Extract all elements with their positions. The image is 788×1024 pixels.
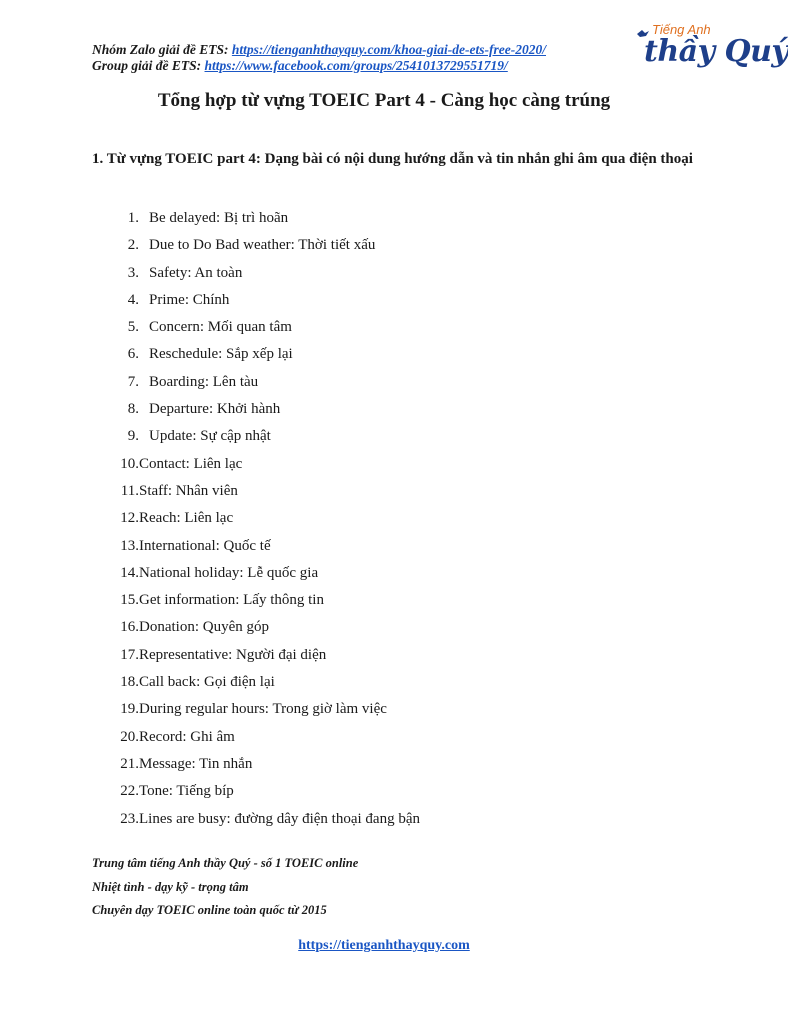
list-item: [112, 398, 420, 425]
list-item-number: 19.: [120, 701, 139, 718]
list-item-text: Due to Do Bad weather: Thời tiết xấu: [149, 237, 376, 254]
list-item-text: Reschedule: Sắp xếp lại: [149, 346, 293, 363]
list-item-number: 12.: [120, 510, 139, 527]
group-row: [92, 58, 546, 74]
list-item-text: Donation: Quyên góp: [139, 619, 269, 636]
list-item: [112, 726, 420, 753]
list-item: [112, 507, 420, 534]
vocab-list: [112, 207, 420, 835]
zalo-row: [92, 42, 546, 58]
list-item-number: 7.: [127, 373, 139, 390]
list-item: [112, 371, 420, 398]
list-item: [112, 780, 420, 807]
footer-line-3: Chuyên dạy TOEIC online toàn quốc từ 2015: [92, 903, 327, 917]
zalo-label: Nhóm Zalo giải đề ETS:: [92, 42, 232, 57]
list-item-number: 2.: [127, 237, 139, 254]
group-link[interactable]: https://www.facebook.com/groups/2541013729551719/: [204, 58, 508, 73]
footer-line-1: Trung tâm tiếng Anh thầy Quý - số 1 TOEIC online: [92, 856, 359, 870]
list-item-text: Boarding: Lên tàu: [149, 373, 259, 390]
brand-logo: [636, 22, 788, 72]
list-item: [112, 453, 420, 480]
list-item-text: Update: Sự cập nhật: [149, 428, 271, 445]
logo-big-text: thầy Quý: [644, 34, 788, 69]
zalo-link[interactable]: https://tienganhthayquy.com/khoa-giai-de-ets-free-2020/: [231, 42, 546, 57]
list-item-text: Message: Tin nhắn: [139, 755, 253, 772]
list-item-number: 21.: [120, 755, 139, 772]
list-item-number: 11.: [120, 482, 139, 499]
list-item: [112, 562, 420, 589]
footer-line-2: Nhiệt tình - dạy kỹ - trọng tâm: [92, 879, 249, 894]
list-item-text: Reach: Liên lạc: [139, 510, 234, 527]
list-item-number: 16.: [120, 619, 139, 636]
list-item-number: 1.: [127, 210, 139, 226]
section-heading: 1. Từ vựng TOEIC part 4: Dạng bài có nội dung hướng dẫn và tin nhắn ghi âm qua điện thoại: [92, 151, 693, 167]
list-item-text: National holiday: Lễ quốc gia: [139, 564, 319, 581]
footer: [92, 852, 358, 923]
list-item-text: Lines are busy: đường dây điện thoại đang bận: [139, 810, 420, 827]
list-item-number: 4.: [127, 291, 139, 308]
page-title: Tổng hợp từ vựng TOEIC Part 4 - Càng học càng trúng: [157, 90, 611, 111]
group-label: Group giải đề ETS:: [92, 58, 205, 73]
list-item-text: Concern: Mối quan tâm: [149, 319, 292, 336]
list-item-text: Get information: Lấy thông tin: [139, 592, 324, 609]
list-item-number: 17.: [120, 646, 139, 663]
list-item-number: 5.: [127, 319, 139, 336]
list-item: [112, 316, 420, 343]
list-item-number: 18.: [120, 674, 139, 691]
list-item-number: 3.: [127, 264, 139, 281]
list-item-text: Representative: Người đại diện: [139, 646, 327, 663]
list-item: [112, 671, 420, 698]
list-item-text: Be delayed: Bị trì hoãn: [149, 210, 289, 226]
site-link[interactable]: https://tienganhthayquy.com: [298, 938, 470, 953]
list-item-text: Record: Ghi âm: [139, 728, 235, 745]
list-item-number: 15.: [120, 592, 139, 609]
list-item-number: 23.: [120, 810, 139, 827]
list-item: [112, 753, 420, 780]
list-item: [112, 589, 420, 616]
list-item-text: Prime: Chính: [149, 291, 230, 308]
site-link-wrapper: [0, 938, 768, 954]
list-item-text: Tone: Tiếng bíp: [139, 783, 234, 800]
list-item: [112, 289, 420, 316]
list-item: [112, 644, 420, 671]
list-item-number: 8.: [127, 401, 139, 418]
list-item: [112, 535, 420, 562]
list-item: [112, 425, 420, 452]
list-item-number: 20.: [120, 728, 139, 745]
list-item-text: International: Quốc tế: [139, 537, 271, 554]
list-item-number: 14.: [120, 564, 139, 581]
list-item-number: 22.: [120, 783, 139, 800]
list-item-text: Safety: An toàn: [149, 264, 243, 281]
list-item: [112, 616, 420, 643]
list-item-number: 9.: [127, 428, 139, 445]
list-item: [112, 808, 420, 835]
list-item-text: During regular hours: Trong giờ làm việc: [139, 701, 387, 718]
list-item-number: 13.: [120, 537, 139, 554]
list-item-text: Contact: Liên lạc: [139, 455, 243, 472]
logo-small-text: Tiếng Anh: [652, 22, 711, 37]
list-item: [112, 343, 420, 370]
list-item-text: Staff: Nhân viên: [139, 482, 238, 499]
list-item: [112, 480, 420, 507]
header-links: [92, 42, 546, 74]
list-item-text: Call back: Gọi điện lại: [139, 674, 275, 691]
list-item: [112, 234, 420, 261]
list-item-number: 6.: [127, 346, 139, 363]
list-item: [112, 207, 420, 234]
list-item-number: 10.: [120, 455, 139, 472]
list-item: [112, 262, 420, 289]
list-item: [112, 698, 420, 725]
list-item-text: Departure: Khởi hành: [149, 401, 281, 418]
